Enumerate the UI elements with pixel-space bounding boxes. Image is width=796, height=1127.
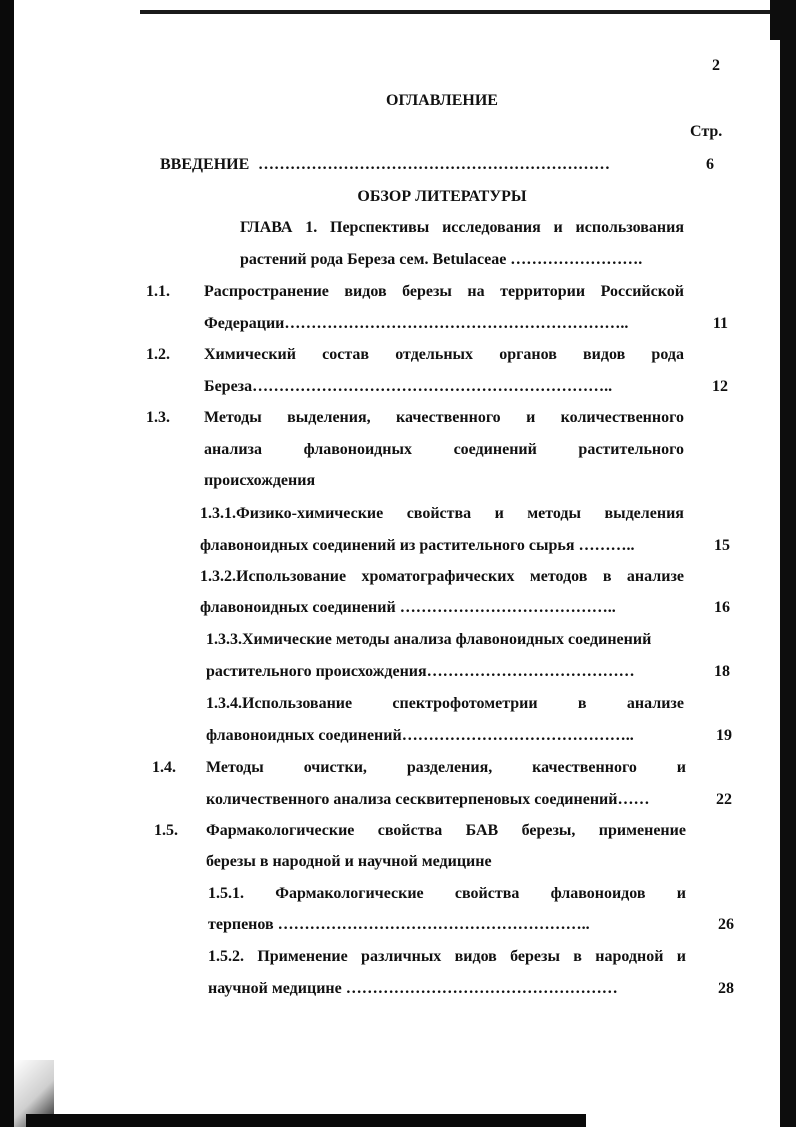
entry-line-2: флавоноидных соединений ………………………………….. bbox=[200, 599, 616, 616]
entry-line-1 bbox=[204, 282, 684, 302]
scan-edge-right-lower bbox=[783, 1000, 796, 1127]
word: состав bbox=[322, 346, 370, 363]
word: методов bbox=[529, 568, 588, 585]
word: видов bbox=[583, 346, 626, 363]
word: использования bbox=[575, 219, 684, 236]
word: территории bbox=[500, 283, 586, 300]
word: березы, bbox=[521, 822, 576, 839]
word: березы bbox=[510, 948, 560, 965]
entry-line-1 bbox=[200, 504, 684, 524]
word: народной bbox=[595, 948, 664, 965]
entry-line-2: березы в народной и научной медицине bbox=[206, 853, 492, 870]
word: Фармакологические bbox=[275, 885, 424, 902]
word: и bbox=[553, 219, 563, 236]
word: свойства bbox=[377, 822, 443, 839]
scan-edge-bottom bbox=[26, 1114, 586, 1127]
entry-line-2: флавоноидных соединений из растительного сырья ……….. bbox=[200, 537, 635, 554]
entry-page: 11 bbox=[712, 315, 728, 332]
word: и bbox=[676, 885, 686, 902]
word: Применение bbox=[257, 948, 348, 965]
word: 1.3.4.Использование bbox=[206, 695, 353, 712]
entry-page: 18 bbox=[714, 663, 730, 680]
entry-line-1 bbox=[206, 694, 684, 714]
chapter-line-1 bbox=[240, 218, 684, 238]
word: соединений bbox=[453, 441, 537, 458]
word: Методы bbox=[206, 759, 264, 776]
toc-title: ОГЛАВЛЕНИЕ bbox=[386, 92, 498, 109]
word: свойства bbox=[406, 505, 472, 522]
word: 1.5.1. bbox=[208, 885, 244, 902]
entry-number: 1.5. bbox=[154, 822, 178, 839]
entry-line-1 bbox=[208, 884, 686, 904]
word: спектрофотометрии bbox=[392, 695, 538, 712]
entry-line-1 bbox=[204, 345, 684, 365]
word: флавоноидных bbox=[303, 441, 412, 458]
word: флавоноидов bbox=[550, 885, 646, 902]
word: и bbox=[494, 505, 504, 522]
word: органов bbox=[499, 346, 557, 363]
entry-line-1: 1.3.3.Химические методы анализа флавоноидных соединений bbox=[206, 631, 652, 648]
entry-line-1 bbox=[206, 758, 686, 778]
section-heading: ОБЗОР ЛИТЕРАТУРЫ bbox=[357, 188, 527, 205]
word: анализе bbox=[626, 568, 684, 585]
word: Методы bbox=[204, 409, 262, 426]
word: 1.5.2. bbox=[208, 948, 244, 965]
word: качественного bbox=[396, 409, 501, 426]
entry-number: 1.1. bbox=[146, 283, 170, 300]
word: хроматографических bbox=[361, 568, 515, 585]
entry-page: 22 bbox=[716, 791, 732, 808]
scan-edge-top bbox=[140, 10, 770, 14]
entry-line-2: растительного происхождения………………………………… bbox=[206, 663, 635, 680]
word: и bbox=[676, 948, 686, 965]
word: анализе bbox=[626, 695, 684, 712]
word: исследования bbox=[442, 219, 541, 236]
entry-line-1 bbox=[200, 567, 684, 587]
word: различных bbox=[361, 948, 442, 965]
word: 1. bbox=[305, 219, 318, 236]
entry-page: 28 bbox=[718, 980, 734, 997]
word: в bbox=[602, 568, 612, 585]
entry-line-2: терпенов ………………………………………………….. bbox=[208, 916, 590, 933]
word: рода bbox=[651, 346, 684, 363]
entry-line-1 bbox=[206, 821, 686, 841]
page-number: 2 bbox=[712, 57, 720, 74]
word: видов bbox=[454, 948, 497, 965]
word: ГЛАВА bbox=[240, 219, 293, 236]
word: 1.3.2.Использование bbox=[200, 568, 347, 585]
intro-page: 6 bbox=[706, 156, 714, 173]
word: Фармакологические bbox=[206, 822, 355, 839]
entry-page: 12 bbox=[712, 378, 728, 395]
word: количественного bbox=[560, 409, 684, 426]
word: очистки, bbox=[303, 759, 367, 776]
entry-line-3: происхождения bbox=[204, 472, 316, 489]
entry-line-2: флавоноидных соединений…………………………………….. bbox=[206, 727, 634, 744]
word: разделения, bbox=[406, 759, 493, 776]
entry-line-1 bbox=[204, 408, 684, 428]
word: отдельных bbox=[395, 346, 474, 363]
word: растительного bbox=[578, 441, 684, 458]
word: Российской bbox=[600, 283, 684, 300]
word: свойства bbox=[454, 885, 520, 902]
word: и bbox=[526, 409, 536, 426]
intro-leader: ………………………………………………………… bbox=[258, 156, 610, 173]
word: на bbox=[467, 283, 485, 300]
entry-line-2: количественного анализа сесквитерпеновых соединений…… bbox=[206, 791, 650, 808]
word: видов bbox=[344, 283, 387, 300]
chapter-line-2: растений рода Береза сем. Betulaceae ……………………. bbox=[240, 251, 643, 268]
word: в bbox=[573, 948, 582, 965]
word: Распространение bbox=[204, 283, 329, 300]
entry-line-2: научной медицине …………………………………………… bbox=[208, 980, 618, 997]
word: методы bbox=[527, 505, 582, 522]
scan-edge-left bbox=[0, 0, 14, 1127]
word: Химический bbox=[204, 346, 296, 363]
word: в bbox=[577, 695, 587, 712]
entry-page: 26 bbox=[718, 916, 734, 933]
word: березы bbox=[402, 283, 452, 300]
intro-label: ВВЕДЕНИЕ bbox=[160, 156, 250, 173]
word: качественного bbox=[532, 759, 637, 776]
word: выделения, bbox=[287, 409, 371, 426]
entry-page: 19 bbox=[716, 727, 732, 744]
entry-number: 1.3. bbox=[146, 409, 170, 426]
page-column-label: Стр. bbox=[690, 123, 723, 140]
word: Перспективы bbox=[330, 219, 430, 236]
word: применение bbox=[598, 822, 686, 839]
entry-line-1 bbox=[208, 947, 686, 967]
word: 1.3.1.Физико-химические bbox=[200, 505, 384, 522]
word: БАВ bbox=[465, 822, 499, 839]
entry-number: 1.2. bbox=[146, 346, 170, 363]
entry-number: 1.4. bbox=[152, 759, 176, 776]
entry-line-2: Федерации……………………………………………………….. bbox=[204, 315, 629, 332]
entry-page: 16 bbox=[714, 599, 730, 616]
entry-line-2: Береза………………………………………………………….. bbox=[204, 378, 613, 395]
word: анализа bbox=[204, 441, 262, 458]
word: выделения bbox=[604, 505, 684, 522]
entry-page: 15 bbox=[714, 537, 730, 554]
entry-line-2 bbox=[204, 440, 684, 460]
word: и bbox=[676, 759, 686, 776]
